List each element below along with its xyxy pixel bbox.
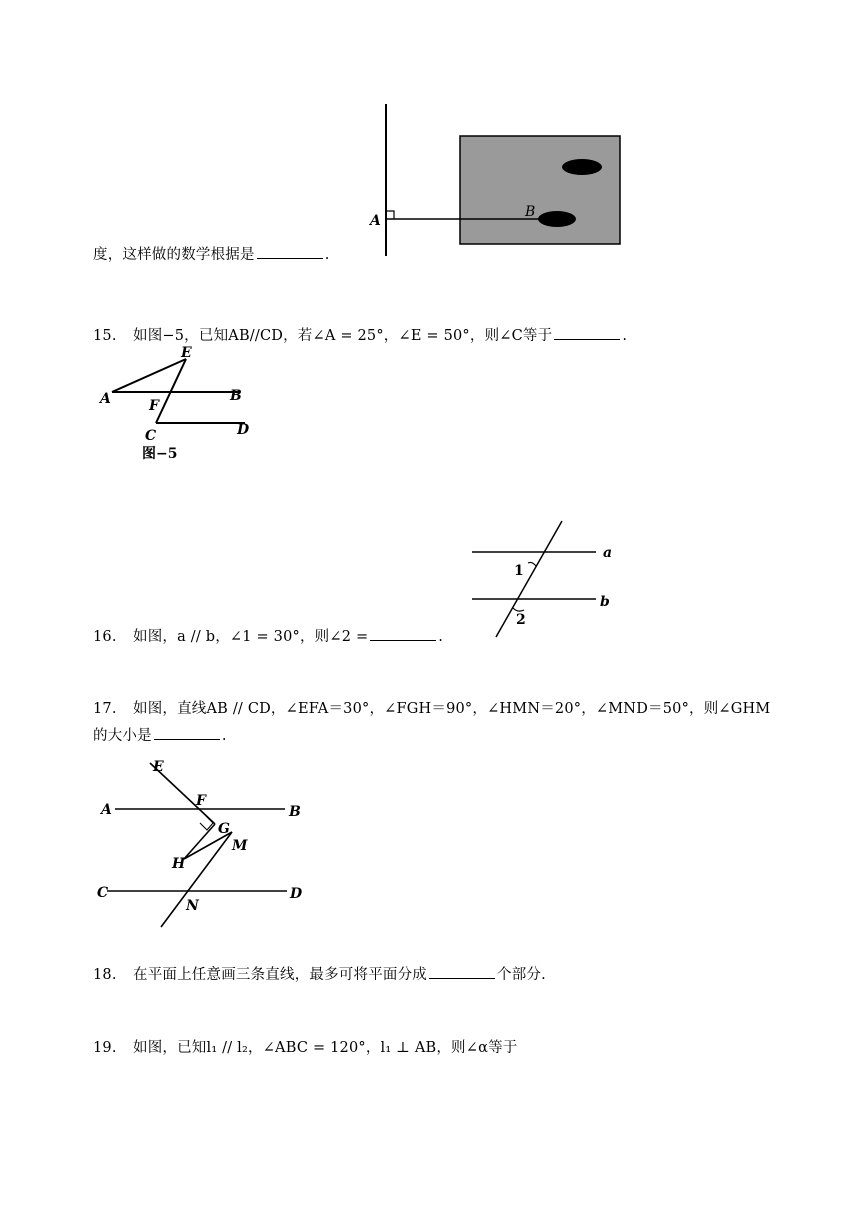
question-17-text-2: 的大小是 (93, 728, 152, 744)
question-15-answer-blank[interactable] (554, 338, 620, 340)
question-19 (93, 1036, 518, 1057)
question-18-number: 18. (93, 967, 117, 983)
q15-label-c: C (145, 428, 157, 444)
question-16-number: 16. (93, 629, 117, 645)
question-17-answer-blank[interactable] (154, 738, 220, 740)
question-17-line-2: 的大小是 . (93, 728, 227, 744)
q17-label-a: A (101, 802, 112, 818)
q17-label-f: F (196, 793, 206, 809)
q15-label-e: E (181, 345, 192, 361)
q16-label-a: a (603, 545, 613, 561)
q14-figure (360, 100, 630, 260)
q17-label-g: G (218, 821, 230, 837)
question-18: 18. 在平面上任意画三条直线，最多可将平面分成 个部分. (93, 967, 546, 983)
question-16: 16. 如图，a // b，∠1 = 30°，则∠2 = . (93, 629, 444, 645)
question-16-answer-blank[interactable] (370, 639, 436, 641)
q15-caption: 图−5 (142, 446, 178, 462)
question-18-answer-blank[interactable] (429, 977, 495, 979)
q14-label-a: A (370, 213, 381, 229)
q17-label-d: D (290, 886, 303, 902)
q17-label-m: M (232, 838, 248, 854)
q16-label-1: 1 (514, 563, 524, 579)
question-17-text: 如图，直线AB // CD，∠EFA＝30°，∠FGH＝90°，∠HMN＝20°，∠MND＝50°，则∠GHM (133, 701, 771, 717)
q17-label-c: C (97, 885, 109, 901)
question-17-number: 17. (93, 701, 117, 717)
question-15: 15. 如图−5，已知AB//CD，若∠A = 25°，∠E = 50°，则∠C等于 . (93, 328, 628, 344)
question-19-number: 19. (93, 1040, 117, 1056)
question-18-text: 在平面上任意画三条直线，最多可将平面分成 (133, 967, 427, 983)
q17-label-b: B (289, 804, 301, 820)
q14-label-b: B (525, 204, 536, 220)
q17-label-n: N (186, 898, 199, 914)
question-17 (93, 697, 770, 718)
q15-label-a: A (100, 391, 111, 407)
question-19-text: 如图，已知l₁ // l₂，∠ABC = 120°，l₁ ⊥ AB，则∠α等于 (133, 1040, 518, 1056)
q17-label-e: E (153, 759, 164, 775)
q14-tail-line: 度，这样做的数学根据是 . (93, 247, 330, 263)
q16-label-2: 2 (516, 612, 526, 628)
q15-label-b: B (230, 388, 242, 404)
q14-answer-blank[interactable] (257, 257, 323, 259)
q14-tail-text: 度，这样做的数学根据是 (93, 247, 255, 263)
q15-label-f: F (149, 398, 159, 414)
question-15-number: 15. (93, 328, 117, 344)
question-16-text: 如图，a // b，∠1 = 30°，则∠2 = (133, 629, 369, 645)
q17-label-h: H (172, 856, 186, 872)
q16-figure (468, 515, 628, 643)
q15-figure (90, 345, 260, 465)
q17-figure (95, 755, 315, 935)
q16-label-b: b (600, 594, 610, 610)
question-15-text: 如图−5，已知AB//CD，若∠A = 25°，∠E = 50°，则∠C等于 (133, 328, 553, 344)
q15-label-d: D (237, 422, 250, 438)
